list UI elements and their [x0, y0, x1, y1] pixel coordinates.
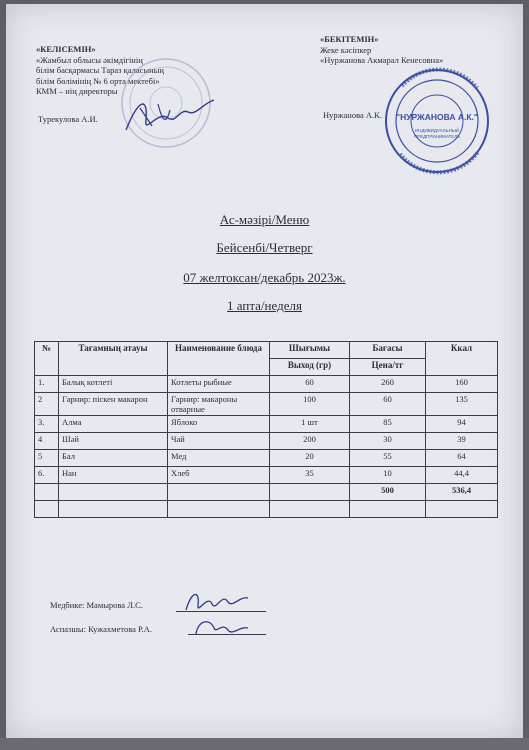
cell-no: 6. [35, 467, 59, 484]
cell-yield: 20 [270, 450, 350, 467]
cell-empty [35, 484, 59, 501]
cell-empty [426, 501, 498, 518]
cell-price: 30 [350, 433, 426, 450]
cell-no: 5 [35, 450, 59, 467]
cell-name-kz: Нан [59, 467, 168, 484]
table-row [35, 467, 498, 484]
cell-kcal: 44,4 [426, 467, 498, 484]
cell-yield: 35 [270, 467, 350, 484]
header-yield-ru: Выход (гр) [270, 359, 350, 376]
approval-right [320, 34, 443, 66]
cell-empty [270, 484, 350, 501]
cell-yield: 60 [270, 376, 350, 393]
approval-left-line: КММ – нің директоры [36, 86, 118, 96]
cell-kcal: 135 [426, 393, 498, 416]
week-title: 1 апта/неделя [227, 298, 302, 313]
cell-no: 2 [35, 393, 59, 416]
table-total-row [35, 484, 498, 501]
menu-table [34, 341, 498, 518]
cell-name-ru: Яблоко [168, 416, 270, 433]
menu-title: Ас-мәзірі/Меню [219, 212, 310, 227]
right-round-seal [382, 66, 492, 176]
left-signer-name: Турекулова А.И. [38, 114, 98, 124]
cell-yield: 200 [270, 433, 350, 450]
approval-left-line: білім басқармасы Тараз қаласының [36, 65, 164, 75]
table-row [35, 376, 498, 393]
cell-price: 85 [350, 416, 426, 433]
approval-right-line: «Нуржанова Акмарал Кенесовна» [320, 55, 444, 65]
cell-empty [35, 501, 59, 518]
cell-name-kz: Алма [59, 416, 168, 433]
header-name-kz: Тағамның атауы [59, 342, 168, 376]
table-row [35, 450, 498, 467]
approval-right-head: «БЕКІТЕМІН» [320, 34, 379, 44]
stamp-sub-text: ПРЕДПРИНИМАТЕЛЬ [413, 134, 461, 139]
cell-yield: 1 шт [270, 416, 350, 433]
stamp-sub-text: ИНДИВИДУАЛЬНЫЙ [414, 128, 460, 133]
cook-signature [192, 612, 252, 640]
cell-empty [59, 501, 168, 518]
cell-price: 55 [350, 450, 426, 467]
table-row [35, 416, 498, 433]
approval-left-head: «КЕЛІСЕМІН» [36, 44, 96, 54]
cell-name-ru: Чай [168, 433, 270, 450]
left-signature [118, 90, 218, 140]
cell-empty [350, 501, 426, 518]
header-price-kz: Бағасы [350, 342, 426, 359]
cell-price: 260 [350, 376, 426, 393]
background-floor [0, 738, 529, 750]
cell-price: 60 [350, 393, 426, 416]
approval-left-line: білім бөлімінің № 6 орта мектебі» [36, 75, 160, 86]
header-name-ru: Наименование блюда [168, 342, 270, 376]
cell-total-price: 500 [350, 484, 426, 501]
cell-no: 4 [35, 433, 59, 450]
header-no: № [35, 342, 59, 376]
cell-name-ru: Мед [168, 450, 270, 467]
medic-line: Медбике: Мамырова Л.С. [50, 600, 143, 610]
right-signer-name: Нуржанова А.К. [323, 110, 382, 120]
table-row [35, 433, 498, 450]
weekday-title: Бейсенбі/Четверг [216, 240, 313, 255]
cell-no: 1. [35, 376, 59, 393]
header-yield-kz: Шығымы [270, 342, 350, 359]
cell-price: 10 [350, 467, 426, 484]
cell-kcal: 64 [426, 450, 498, 467]
cell-total-kcal: 536,4 [426, 484, 498, 501]
header-price-ru: Цена/тг [350, 359, 426, 376]
cell-kcal: 160 [426, 376, 498, 393]
table-header-row [35, 342, 498, 359]
header-kcal: Ккал [426, 342, 498, 376]
cell-empty [168, 484, 270, 501]
cell-name-kz: Гарнир: піскен макарон [59, 393, 168, 416]
cell-name-kz: Бал [59, 450, 168, 467]
date-title: 07 желтоксан/декабрь 2023ж. [183, 270, 346, 285]
cell-kcal: 94 [426, 416, 498, 433]
cell-name-kz: Шәй [59, 433, 168, 450]
cell-name-ru: Гарнир: макароны отварные [168, 393, 270, 416]
cell-empty [270, 501, 350, 518]
cell-name-ru: Хлеб [168, 467, 270, 484]
cell-empty [168, 501, 270, 518]
cell-yield: 100 [270, 393, 350, 416]
table-empty-row [35, 501, 498, 518]
cell-empty [59, 484, 168, 501]
table-row [35, 393, 498, 416]
cell-name-kz: Балық котлеті [59, 376, 168, 393]
cell-name-ru: Котлеты рыбные [168, 376, 270, 393]
stamp-center-text: "НУРЖАНОВА А.К." [396, 112, 478, 122]
cell-kcal: 39 [426, 433, 498, 450]
cook-line: Аспазшы: Кужахметова Р.А. [50, 624, 153, 634]
cell-no: 3. [35, 416, 59, 433]
approval-left-line: «Жамбыл облысы әкімдігінің [36, 54, 143, 65]
approval-right-line: Жеке кәсіпкер [320, 44, 372, 55]
